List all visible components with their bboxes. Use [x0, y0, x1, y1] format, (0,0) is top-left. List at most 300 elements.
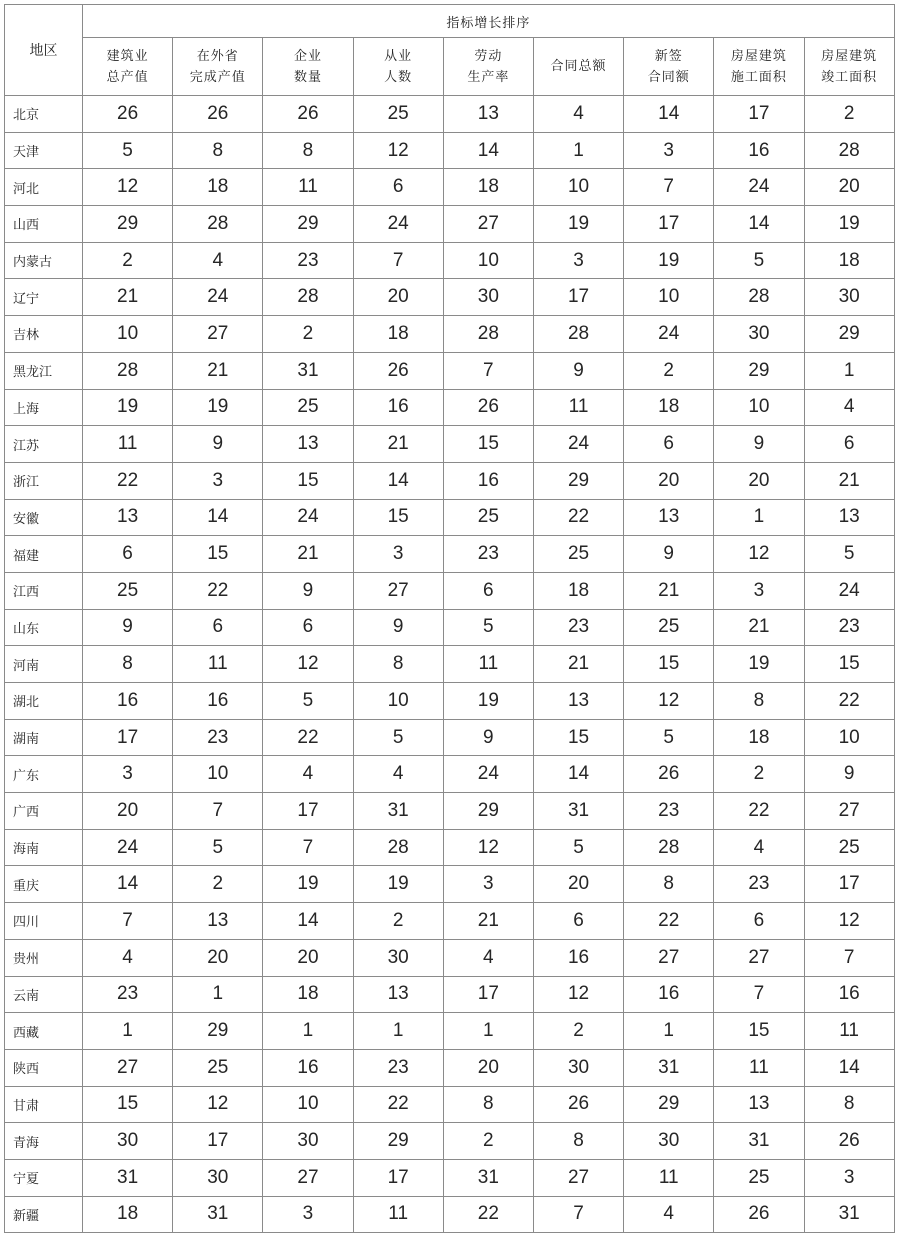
rank-cell: 7 [624, 169, 714, 206]
rank-cell: 11 [533, 389, 623, 426]
rank-cell: 18 [624, 389, 714, 426]
rank-cell: 22 [263, 719, 353, 756]
rank-cell: 1 [804, 352, 894, 389]
region-header: 地区 [5, 5, 83, 96]
rank-cell: 7 [533, 1196, 623, 1233]
rank-cell: 20 [173, 939, 263, 976]
rank-cell: 23 [624, 793, 714, 830]
rank-cell: 3 [173, 462, 263, 499]
rank-cell: 31 [804, 1196, 894, 1233]
rank-cell: 16 [353, 389, 443, 426]
rank-cell: 9 [714, 426, 804, 463]
rank-cell: 6 [443, 572, 533, 609]
table-row [5, 316, 895, 353]
table-row [5, 609, 895, 646]
rank-cell: 8 [714, 683, 804, 720]
rank-cell: 9 [533, 352, 623, 389]
rank-cell: 24 [173, 279, 263, 316]
rank-cell: 10 [83, 316, 173, 353]
rank-cell: 21 [624, 572, 714, 609]
rank-cell: 3 [624, 132, 714, 169]
rank-cell: 11 [443, 646, 533, 683]
rank-cell: 4 [83, 939, 173, 976]
rank-cell: 30 [83, 1123, 173, 1160]
rank-cell: 21 [263, 536, 353, 573]
rank-cell: 15 [173, 536, 263, 573]
rank-cell: 15 [804, 646, 894, 683]
column-header: 新签 合同额 [624, 38, 714, 96]
rank-cell: 23 [83, 976, 173, 1013]
rank-cell: 2 [624, 352, 714, 389]
region-cell: 新疆 [5, 1196, 83, 1233]
table-row [5, 536, 895, 573]
rank-cell: 9 [173, 426, 263, 463]
table-row [5, 719, 895, 756]
rank-cell: 20 [443, 1049, 533, 1086]
rank-cell: 31 [443, 1159, 533, 1196]
region-cell: 浙江 [5, 462, 83, 499]
rank-cell: 8 [173, 132, 263, 169]
rank-cell: 25 [443, 499, 533, 536]
rank-cell: 11 [353, 1196, 443, 1233]
rank-cell: 15 [714, 1013, 804, 1050]
rank-cell: 1 [173, 976, 263, 1013]
rank-cell: 19 [624, 242, 714, 279]
rank-cell: 16 [533, 939, 623, 976]
rank-cell: 3 [83, 756, 173, 793]
rank-cell: 28 [263, 279, 353, 316]
rank-cell: 4 [443, 939, 533, 976]
rank-cell: 24 [263, 499, 353, 536]
rank-cell: 9 [263, 572, 353, 609]
rank-cell: 24 [533, 426, 623, 463]
rank-cell: 20 [624, 462, 714, 499]
rank-cell: 31 [624, 1049, 714, 1086]
rank-cell: 17 [714, 96, 804, 133]
rank-cell: 12 [353, 132, 443, 169]
rank-cell: 18 [533, 572, 623, 609]
rank-cell: 5 [263, 683, 353, 720]
rank-cell: 5 [443, 609, 533, 646]
rank-cell: 13 [533, 683, 623, 720]
group-header: 指标增长排序 [83, 5, 895, 38]
rank-cell: 27 [83, 1049, 173, 1086]
table-row [5, 939, 895, 976]
region-cell: 北京 [5, 96, 83, 133]
rank-cell: 21 [173, 352, 263, 389]
rank-cell: 28 [83, 352, 173, 389]
rank-cell: 1 [353, 1013, 443, 1050]
rank-cell: 30 [804, 279, 894, 316]
rank-cell: 28 [173, 206, 263, 243]
rank-cell: 28 [443, 316, 533, 353]
rank-cell: 13 [714, 1086, 804, 1123]
rank-cell: 7 [353, 242, 443, 279]
rank-cell: 4 [173, 242, 263, 279]
table-row [5, 96, 895, 133]
rank-cell: 19 [533, 206, 623, 243]
rank-cell: 30 [533, 1049, 623, 1086]
ranking-table-container [4, 4, 895, 1233]
rank-cell: 29 [443, 793, 533, 830]
rank-cell: 10 [353, 683, 443, 720]
rank-cell: 14 [173, 499, 263, 536]
region-cell: 天津 [5, 132, 83, 169]
rank-cell: 27 [353, 572, 443, 609]
rank-cell: 20 [263, 939, 353, 976]
rank-cell: 17 [353, 1159, 443, 1196]
rank-cell: 23 [263, 242, 353, 279]
rank-cell: 26 [353, 352, 443, 389]
table-row [5, 829, 895, 866]
rank-cell: 28 [533, 316, 623, 353]
rank-cell: 31 [533, 793, 623, 830]
rank-cell: 13 [263, 426, 353, 463]
rank-cell: 29 [83, 206, 173, 243]
rank-cell: 30 [263, 1123, 353, 1160]
region-cell: 广西 [5, 793, 83, 830]
rank-cell: 13 [353, 976, 443, 1013]
rank-cell: 12 [83, 169, 173, 206]
rank-cell: 5 [533, 829, 623, 866]
rank-cell: 12 [263, 646, 353, 683]
rank-cell: 17 [263, 793, 353, 830]
rank-cell: 16 [804, 976, 894, 1013]
rank-cell: 24 [714, 169, 804, 206]
rank-cell: 9 [443, 719, 533, 756]
rank-cell: 24 [804, 572, 894, 609]
rank-cell: 27 [173, 316, 263, 353]
rank-cell: 18 [804, 242, 894, 279]
rank-cell: 31 [353, 793, 443, 830]
rank-cell: 7 [173, 793, 263, 830]
rank-cell: 17 [804, 866, 894, 903]
rank-cell: 15 [443, 426, 533, 463]
rank-cell: 19 [714, 646, 804, 683]
rank-cell: 18 [173, 169, 263, 206]
rank-cell: 22 [173, 572, 263, 609]
rank-cell: 26 [533, 1086, 623, 1123]
rank-cell: 16 [714, 132, 804, 169]
rank-cell: 9 [804, 756, 894, 793]
rank-cell: 1 [83, 1013, 173, 1050]
region-cell: 陕西 [5, 1049, 83, 1086]
rank-cell: 27 [624, 939, 714, 976]
rank-cell: 9 [83, 609, 173, 646]
table-row [5, 976, 895, 1013]
rank-cell: 13 [804, 499, 894, 536]
region-cell: 河南 [5, 646, 83, 683]
rank-cell: 8 [443, 1086, 533, 1123]
rank-cell: 24 [443, 756, 533, 793]
region-cell: 黑龙江 [5, 352, 83, 389]
rank-cell: 14 [533, 756, 623, 793]
rank-cell: 24 [624, 316, 714, 353]
region-cell: 四川 [5, 903, 83, 940]
rank-cell: 27 [804, 793, 894, 830]
table-row [5, 756, 895, 793]
rank-cell: 30 [353, 939, 443, 976]
rank-cell: 29 [533, 462, 623, 499]
rank-cell: 29 [263, 206, 353, 243]
table-row [5, 1159, 895, 1196]
rank-cell: 6 [353, 169, 443, 206]
rank-cell: 18 [443, 169, 533, 206]
rank-cell: 7 [263, 829, 353, 866]
table-row [5, 242, 895, 279]
rank-cell: 2 [173, 866, 263, 903]
rank-cell: 10 [533, 169, 623, 206]
rank-cell: 22 [83, 462, 173, 499]
rank-cell: 22 [353, 1086, 443, 1123]
table-row [5, 462, 895, 499]
region-cell: 内蒙古 [5, 242, 83, 279]
rank-cell: 15 [83, 1086, 173, 1123]
rank-cell: 12 [624, 683, 714, 720]
rank-cell: 21 [353, 426, 443, 463]
rank-cell: 12 [443, 829, 533, 866]
rank-cell: 16 [624, 976, 714, 1013]
rank-cell: 11 [714, 1049, 804, 1086]
rank-cell: 2 [804, 96, 894, 133]
rank-cell: 2 [443, 1123, 533, 1160]
rank-cell: 15 [353, 499, 443, 536]
table-row [5, 793, 895, 830]
rank-cell: 7 [443, 352, 533, 389]
rank-cell: 27 [443, 206, 533, 243]
rank-cell: 27 [714, 939, 804, 976]
rank-cell: 20 [804, 169, 894, 206]
rank-cell: 1 [714, 499, 804, 536]
rank-cell: 31 [173, 1196, 263, 1233]
column-header: 建筑业 总产值 [83, 38, 173, 96]
rank-cell: 15 [533, 719, 623, 756]
rank-cell: 3 [263, 1196, 353, 1233]
rank-cell: 3 [353, 536, 443, 573]
rank-cell: 17 [173, 1123, 263, 1160]
column-header: 在外省 完成产值 [173, 38, 263, 96]
table-row [5, 499, 895, 536]
rank-cell: 21 [804, 462, 894, 499]
rank-cell: 20 [83, 793, 173, 830]
table-row [5, 683, 895, 720]
column-header: 企业 数量 [263, 38, 353, 96]
rank-cell: 23 [533, 609, 623, 646]
rank-cell: 6 [804, 426, 894, 463]
rank-cell: 31 [83, 1159, 173, 1196]
table-row [5, 132, 895, 169]
column-header: 房屋建筑 施工面积 [714, 38, 804, 96]
rank-cell: 6 [173, 609, 263, 646]
rank-cell: 7 [804, 939, 894, 976]
rank-cell: 13 [443, 96, 533, 133]
rank-cell: 18 [353, 316, 443, 353]
rank-cell: 7 [714, 976, 804, 1013]
region-cell: 重庆 [5, 866, 83, 903]
rank-cell: 11 [804, 1013, 894, 1050]
rank-cell: 26 [263, 96, 353, 133]
table-body [5, 96, 895, 1233]
rank-cell: 8 [353, 646, 443, 683]
rank-cell: 2 [714, 756, 804, 793]
rank-cell: 6 [624, 426, 714, 463]
rank-cell: 12 [714, 536, 804, 573]
rank-cell: 30 [443, 279, 533, 316]
column-header: 从业 人数 [353, 38, 443, 96]
rank-cell: 8 [83, 646, 173, 683]
rank-cell: 1 [443, 1013, 533, 1050]
rank-cell: 28 [353, 829, 443, 866]
rank-cell: 25 [263, 389, 353, 426]
rank-cell: 4 [804, 389, 894, 426]
rank-cell: 8 [263, 132, 353, 169]
rank-cell: 25 [804, 829, 894, 866]
rank-cell: 31 [263, 352, 353, 389]
table-row [5, 389, 895, 426]
table-row [5, 279, 895, 316]
region-cell: 贵州 [5, 939, 83, 976]
rank-cell: 12 [173, 1086, 263, 1123]
rank-cell: 16 [263, 1049, 353, 1086]
rank-cell: 18 [263, 976, 353, 1013]
rank-cell: 2 [533, 1013, 623, 1050]
rank-cell: 9 [624, 536, 714, 573]
rank-cell: 10 [714, 389, 804, 426]
rank-cell: 10 [804, 719, 894, 756]
rank-cell: 19 [263, 866, 353, 903]
rank-cell: 29 [714, 352, 804, 389]
rank-cell: 15 [263, 462, 353, 499]
region-cell: 青海 [5, 1123, 83, 1160]
rank-cell: 3 [443, 866, 533, 903]
ranking-table [4, 4, 895, 1233]
rank-cell: 14 [83, 866, 173, 903]
rank-cell: 14 [804, 1049, 894, 1086]
rank-cell: 7 [83, 903, 173, 940]
rank-cell: 17 [533, 279, 623, 316]
rank-cell: 2 [83, 242, 173, 279]
table-row [5, 1086, 895, 1123]
column-header-row [5, 38, 895, 96]
rank-cell: 13 [173, 903, 263, 940]
rank-cell: 26 [714, 1196, 804, 1233]
rank-cell: 24 [353, 206, 443, 243]
rank-cell: 23 [173, 719, 263, 756]
table-row [5, 1123, 895, 1160]
rank-cell: 10 [263, 1086, 353, 1123]
region-cell: 江苏 [5, 426, 83, 463]
rank-cell: 14 [263, 903, 353, 940]
table-row [5, 866, 895, 903]
rank-cell: 6 [714, 903, 804, 940]
rank-cell: 2 [353, 903, 443, 940]
table-row [5, 572, 895, 609]
rank-cell: 12 [804, 903, 894, 940]
rank-cell: 29 [624, 1086, 714, 1123]
rank-cell: 29 [353, 1123, 443, 1160]
rank-cell: 18 [83, 1196, 173, 1233]
rank-cell: 11 [263, 169, 353, 206]
rank-cell: 21 [533, 646, 623, 683]
rank-cell: 1 [263, 1013, 353, 1050]
rank-cell: 30 [624, 1123, 714, 1160]
rank-cell: 26 [83, 96, 173, 133]
table-row [5, 206, 895, 243]
rank-cell: 8 [533, 1123, 623, 1160]
table-row [5, 646, 895, 683]
rank-cell: 26 [173, 96, 263, 133]
rank-cell: 29 [804, 316, 894, 353]
rank-cell: 10 [173, 756, 263, 793]
rank-cell: 17 [624, 206, 714, 243]
region-cell: 安徽 [5, 499, 83, 536]
rank-cell: 2 [263, 316, 353, 353]
rank-cell: 30 [714, 316, 804, 353]
rank-cell: 25 [714, 1159, 804, 1196]
rank-cell: 23 [714, 866, 804, 903]
rank-cell: 10 [443, 242, 533, 279]
rank-cell: 8 [804, 1086, 894, 1123]
table-row [5, 903, 895, 940]
rank-cell: 14 [714, 206, 804, 243]
rank-cell: 8 [624, 866, 714, 903]
rank-cell: 22 [533, 499, 623, 536]
rank-cell: 25 [83, 572, 173, 609]
rank-cell: 25 [353, 96, 443, 133]
rank-cell: 13 [83, 499, 173, 536]
rank-cell: 23 [804, 609, 894, 646]
rank-cell: 22 [624, 903, 714, 940]
rank-cell: 4 [624, 1196, 714, 1233]
rank-cell: 20 [533, 866, 623, 903]
rank-cell: 30 [173, 1159, 263, 1196]
rank-cell: 16 [83, 683, 173, 720]
rank-cell: 6 [83, 536, 173, 573]
region-cell: 湖北 [5, 683, 83, 720]
rank-cell: 22 [443, 1196, 533, 1233]
rank-cell: 31 [714, 1123, 804, 1160]
rank-cell: 1 [624, 1013, 714, 1050]
region-cell: 湖南 [5, 719, 83, 756]
rank-cell: 6 [263, 609, 353, 646]
rank-cell: 19 [173, 389, 263, 426]
column-header: 房屋建筑 竣工面积 [804, 38, 894, 96]
column-header: 合同总额 [533, 38, 623, 96]
rank-cell: 26 [624, 756, 714, 793]
rank-cell: 6 [533, 903, 623, 940]
rank-cell: 29 [173, 1013, 263, 1050]
table-row [5, 352, 895, 389]
rank-cell: 22 [714, 793, 804, 830]
region-cell: 甘肃 [5, 1086, 83, 1123]
rank-cell: 15 [624, 646, 714, 683]
rank-cell: 18 [714, 719, 804, 756]
rank-cell: 27 [533, 1159, 623, 1196]
rank-cell: 23 [353, 1049, 443, 1086]
rank-cell: 21 [83, 279, 173, 316]
region-cell: 海南 [5, 829, 83, 866]
rank-cell: 19 [83, 389, 173, 426]
rank-cell: 5 [353, 719, 443, 756]
rank-cell: 11 [624, 1159, 714, 1196]
rank-cell: 3 [714, 572, 804, 609]
rank-cell: 1 [533, 132, 623, 169]
rank-cell: 4 [533, 96, 623, 133]
region-cell: 福建 [5, 536, 83, 573]
rank-cell: 13 [624, 499, 714, 536]
region-cell: 广东 [5, 756, 83, 793]
rank-cell: 14 [624, 96, 714, 133]
